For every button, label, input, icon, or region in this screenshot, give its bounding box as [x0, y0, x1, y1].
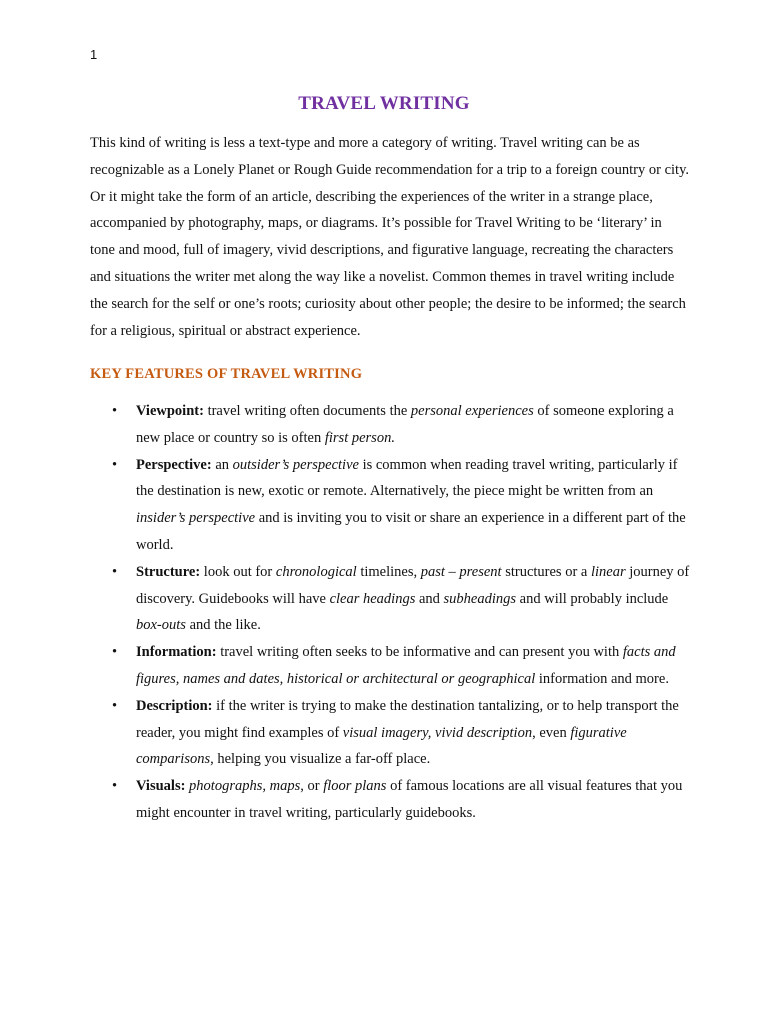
feature-item-description [90, 693, 690, 773]
feature-label: Information: [136, 644, 217, 661]
feature-text: structures or a [501, 563, 591, 580]
bullet-icon: • [112, 644, 118, 661]
feature-text-emphasis: chronological [275, 563, 357, 580]
feature-text: look out for [200, 563, 276, 580]
feature-text: of famous locations are all visual features that you might encounter in travel writing, particularly guidebooks. [136, 778, 683, 821]
feature-text: and [415, 590, 444, 607]
feature-label: Perspective: [136, 456, 212, 473]
feature-text: , or [300, 778, 324, 795]
feature-text: if the writer is trying to make the destination tantalizing, or to help transport the reader, you might find examples of [136, 697, 679, 741]
bullet-icon: • [112, 403, 118, 419]
feature-label: Description: [136, 697, 213, 714]
page-title: TRAVEL WRITING [298, 93, 470, 114]
feature-item-perspective [90, 452, 690, 559]
feature-item-structure [90, 559, 690, 639]
feature-text-emphasis: figurative comparisons [136, 724, 627, 768]
feature-text: , helping you visualize a far-off place. [210, 751, 431, 768]
feature-text: travel writing often documents the [203, 403, 411, 419]
key-features-list [90, 398, 690, 827]
feature-text-emphasis: floor plans [323, 778, 387, 795]
intro-paragraph: This kind of writing is less a text-type and more a category of writing. Travel writing can be as recognizable as a Lonely Planet or Rough Guide recommendation for a trip to a foreign country or city. Or it might take the form of an article, describing the experiences of the writer in a strange place, accompanied by photography, maps, or diagrams. It’s possible for Travel Writing to be ‘literary’ in tone and mood, full of imagery, vivid descriptions, and figurative language, recreating the characters and situations the writer met along the way like a novelist. Common themes in travel writing include the search for the self or one’s roots; curiosity about other people; the desire to be informed; the search for a religious, spiritual or abstract experience. [90, 135, 690, 339]
feature-text: an [211, 456, 233, 473]
feature-label: Structure: [136, 563, 201, 580]
key-features-heading: KEY FEATURES OF TRAVEL WRITING [90, 366, 363, 382]
feature-text-emphasis: box-outs [136, 617, 186, 634]
feature-text: and is inviting you to visit or share an experience in a different part of the world. [136, 510, 686, 553]
bullet-icon: • [112, 563, 118, 580]
feature-text-emphasis: outsider’s perspective [232, 456, 359, 473]
feature-text: journey of discovery. Guidebooks will have [136, 563, 690, 607]
feature-text-emphasis: subheadings [443, 590, 517, 607]
feature-text-emphasis: clear headings [329, 590, 416, 607]
feature-item-viewpoint [90, 398, 690, 452]
feature-text: , even [532, 724, 571, 741]
feature-text: timelines, [356, 563, 421, 580]
feature-label: Visuals: [136, 778, 186, 795]
feature-text-emphasis: past – present [420, 563, 502, 580]
feature-text: information and more. [535, 670, 669, 687]
feature-text-emphasis: visual imagery, vivid description [342, 724, 533, 741]
feature-text-emphasis: linear [590, 563, 626, 580]
feature-text-emphasis: first person. [324, 429, 395, 446]
bullet-icon: • [112, 697, 118, 714]
feature-text-emphasis: facts and figures, names and dates, historical or architectural or geographical [136, 644, 676, 687]
feature-text: is common when reading travel writing, particularly if the destination is new, exotic or remote. Alternatively, the piece might be written from an [136, 456, 678, 500]
feature-item-information [90, 639, 690, 693]
feature-text: and will probably include [516, 590, 669, 607]
bullet-icon: • [112, 456, 118, 473]
feature-text-emphasis: photographs, maps [189, 778, 301, 795]
feature-text-emphasis: insider’s perspective [136, 510, 256, 527]
feature-label: Viewpoint: [136, 403, 204, 419]
feature-item-visuals [90, 773, 690, 827]
bullet-icon: • [112, 778, 118, 795]
feature-text: and the like. [185, 617, 261, 634]
feature-text: travel writing often seeks to be informative and can present you with [216, 644, 623, 661]
page-number: 1 [90, 47, 98, 62]
feature-text-emphasis: personal experiences [410, 403, 534, 419]
feature-text: of someone exploring a new place or country so is often [136, 403, 674, 446]
